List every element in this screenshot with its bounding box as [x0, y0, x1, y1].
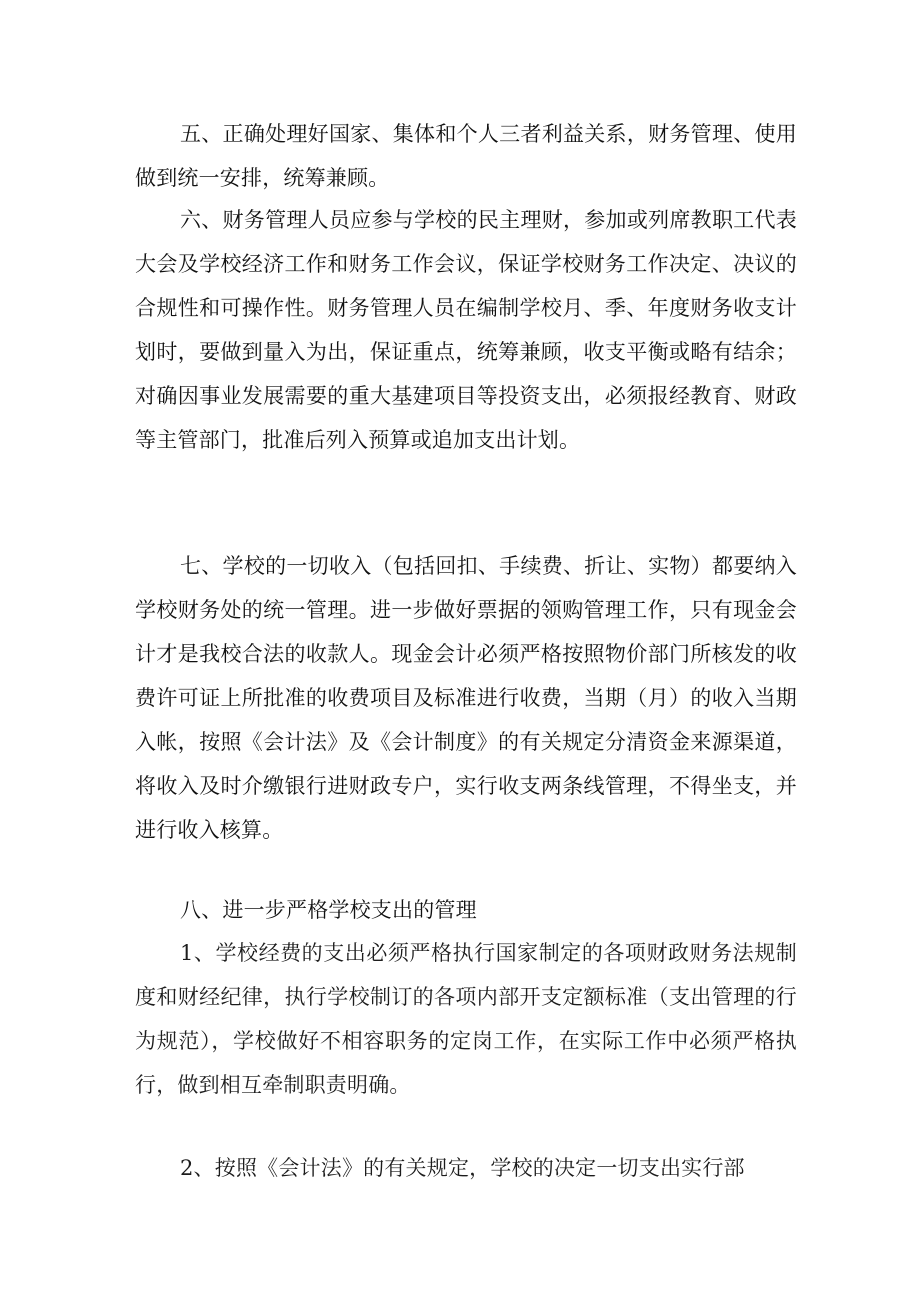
paragraph-item-7: 七、学校的一切收入（包括回扣、手续费、折让、实物）都要纳入学校财务处的统一管理。进一步做好票据的领购管理工作，只有现金会计才是我校合法的收款人。现金会计必须严格按照物价部门所核发的收费许可证上所批准的收费项目及标准进行收费，当期（月）的收入当期入帐，按照《会计法》及《会计制度》的有关规定分清资金来源渠道，将收入及时介缴银行进财政专户，实行收支两条线管理，不得坐支，并进行收入核算。 — [135, 554, 797, 842]
paragraph-item-6: 六、财务管理人员应参与学校的民主理财，参加或列席教职工代表大会及学校经济工作和财务工作会议，保证学校财务工作决定、决议的合规性和可操作性。财务管理人员在编制学校月、季、年度财务收支计划时，要做到量入为出，保证重点，统筹兼顾，收支平衡或略有结余；对确因事业发展需要的重大基建项目等投资支出，必须报经教育、财政等主管部门，批准后列入预算或追加支出计划。 — [135, 208, 797, 452]
paragraph-item-8-1: 1、学校经费的支出必须严格执行国家制定的各项财政财务法规制度和财经纪律，执行学校制订的各项内部开支定额标准（支出管理的行为规范），学校做好不相容职务的定岗工作，在实际工作中必须严格执行，做到相互牵制职责明确。 — [135, 941, 797, 1097]
paragraph-item-8-2: 2、按照《会计法》的有关规定，学校的决定一切支出实行部 — [180, 1156, 745, 1180]
paragraph-item-8-heading: 八、进一步严格学校支出的管理 — [180, 898, 477, 922]
paragraph-item-5: 五、正确处理好国家、集体和个人三者利益关系，财务管理、使用做到统一安排，统筹兼顾。 — [135, 122, 797, 190]
